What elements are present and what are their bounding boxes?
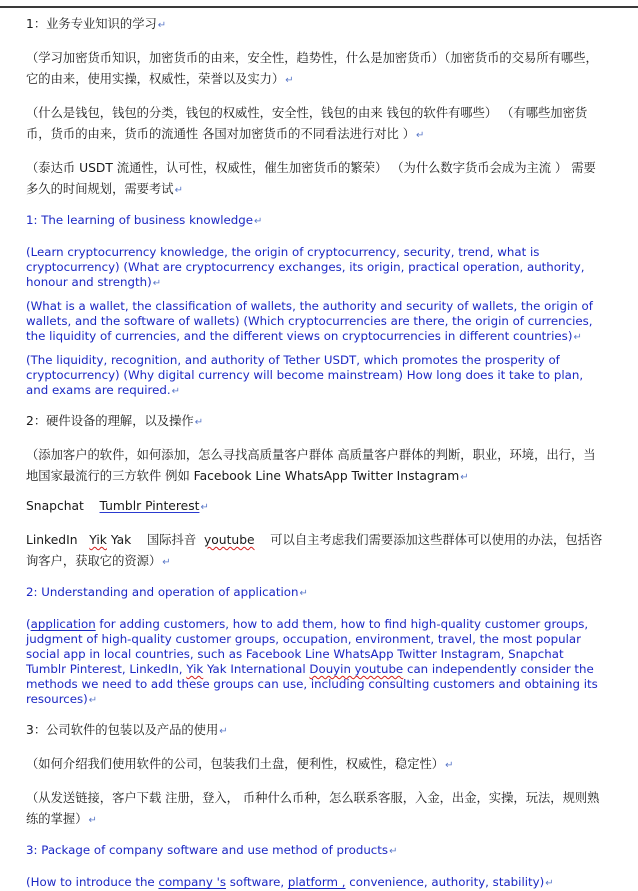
section3-heading: 3：公司软件的包装以及产品的使用↵ xyxy=(26,723,228,737)
section1-en-para1: (Learn cryptocurrency knowledge, the origin of cryptocurrency, security, trend, what is cryptocurrency) (What are cryptocurrency exchanges, its origin, practical operation, authority, honour and strength)↵ xyxy=(26,245,585,289)
section1-para2: （什么是钱包，钱包的分类，钱包的权威性，安全性，钱包的由来 钱包的软件有哪些） （有哪些加密货币，货币的由来，货币的流通性 各国对加密货币的不同看法进行对比 ）↵ xyxy=(26,106,588,141)
header-rule xyxy=(0,6,638,8)
section1-para3: （泰达币 USDT 流通性，认可性，权威性，催生加密货币的繁荣） （为什么数字货币会成为主流 ） 需要多久的时间规划，需要考试↵ xyxy=(26,161,596,196)
section3-en-heading: 3: Package of company software and use method of products↵ xyxy=(26,843,398,857)
section1-en-para3: (The liquidity, recognition, and authority of Tether USDT, which promotes the prosperity of cryptocurrency) (Why digital currency will become mainstream) How long does it take to plan, and exams are required.↵ xyxy=(26,353,584,397)
section2-para2: LinkedIn Yik Yak 国际抖音 youtube 可以自主考虑我们需要添加这些群体可以使用的办法，包括咨询客户，获取它的资源）↵ xyxy=(26,533,603,568)
section3-para2: （从发送链接，客户下载 注册，登入， 币种什么币种，怎么联系客服，入金，出金，实操，玩法，规则熟练的掌握）↵ xyxy=(26,791,600,826)
section1-en-heading: 1: The learning of business knowledge↵ xyxy=(26,213,263,227)
section2-apps-line: Snapchat Tumblr Pinterest↵ xyxy=(26,499,209,513)
section2-en-para: (application for adding customers, how to add them, how to find high-quality customer groups, judgment of high-quality customer groups, occupation, environment, travel, the most popular social app in local countries, such as Facebook Line WhatsApp Twitter Instagram, Snapchat Tumblr Pinterest, LinkedIn, Yik Yak International Douyin youtube can independently consider the methods we need to add these groups can use, including consulting customers and obtaining its resources)↵ xyxy=(26,617,598,706)
section3-en-para: (How to introduce the company 's software, platform , convenience, authority, stability)↵ xyxy=(26,875,554,889)
section3-para1: （如何介绍我们使用软件的公司，包装我们土盘，便利性，权威性，稳定性）↵ xyxy=(26,757,454,771)
document-body xyxy=(26,14,606,891)
section2-para1: （添加客户的软件，如何添加，怎么寻找高质量客户群体 高质量客户群体的判断，职业，环境，出行，当地国家最流行的三方软件 例如 Facebook Line WhatsApp Twitter Instagram↵ xyxy=(26,448,596,483)
section1-heading: 1：业务专业知识的学习↵ xyxy=(26,17,167,31)
section1-en-para2: (What is a wallet, the classification of wallets, the authority and security of wallets, the origin of wallets, and the software of wallets) (Which cryptocurrencies are there, the origin of currencies, the liquidity of currencies, and the different views on cryptocurrencies in different countries)↵ xyxy=(26,299,593,343)
section2-en-heading: 2: Understanding and operation of application↵ xyxy=(26,585,308,599)
section2-heading: 2：硬件设备的理解，以及操作↵ xyxy=(26,414,204,428)
section1-para1: （学习加密货币知识，加密货币的由来，安全性，趋势性，什么是加密货币）（加密货币的交易所有哪些，它的由来，使用实操，权威性，荣誉以及实力）↵ xyxy=(26,51,598,86)
